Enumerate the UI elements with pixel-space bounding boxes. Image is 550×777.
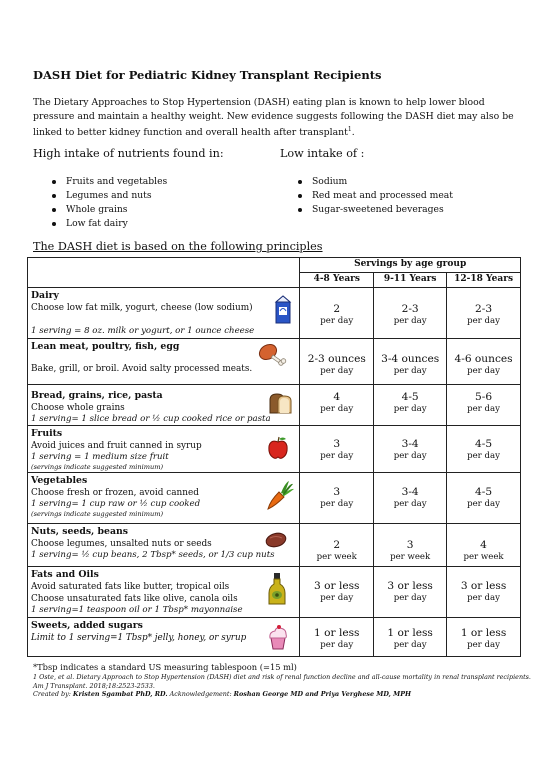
oil-bottle-icon bbox=[267, 572, 287, 609]
food-group-cell bbox=[28, 567, 300, 618]
food-group-desc: Bake, grill, or broil. Avoid salty processed meats. bbox=[31, 364, 253, 374]
age-header: 4-8 Years bbox=[300, 273, 374, 288]
serving-amount: 1 or less bbox=[387, 627, 433, 639]
acknowledgement-label: Acknowledgement: bbox=[169, 690, 232, 699]
food-group-name: Fruits bbox=[31, 428, 63, 439]
serving-amount: 2-3 bbox=[475, 303, 493, 315]
serving-value-cell bbox=[447, 567, 521, 618]
food-group-name: Lean meat, poultry, fish, egg bbox=[31, 341, 180, 352]
serving-value-cell bbox=[374, 426, 447, 473]
serving-note: (servings indicate suggested minimum) bbox=[31, 510, 164, 518]
serving-size: 1 serving=1 teaspoon oil or 1 Tbsp* mayonnaise bbox=[31, 605, 243, 615]
food-group-name: Sweets, added sugars bbox=[31, 620, 143, 631]
milk-carton-icon bbox=[273, 294, 293, 327]
serving-unit: per day bbox=[393, 316, 427, 326]
tbsp-footnote: *Tbsp indicates a standard US measuring tablespoon (=15 ml) bbox=[33, 662, 297, 672]
servings-group-header: Servings by age group bbox=[300, 258, 521, 273]
serving-amount: 4 bbox=[333, 391, 341, 403]
food-group-cell bbox=[28, 339, 300, 385]
serving-amount: 3 or less bbox=[460, 580, 507, 592]
serving-value-cell bbox=[300, 385, 374, 426]
serving-unit: per day bbox=[320, 451, 354, 461]
serving-value-cell bbox=[447, 426, 521, 473]
table-row bbox=[28, 524, 521, 567]
footnotes bbox=[33, 662, 533, 699]
serving-amount: 3 or less bbox=[387, 580, 433, 592]
serving-unit: per day bbox=[320, 316, 354, 326]
servings-table bbox=[27, 257, 521, 657]
age-header: 9-11 Years bbox=[374, 273, 447, 288]
serving-unit: per day bbox=[467, 640, 500, 650]
food-group-cell bbox=[28, 473, 300, 524]
bean-icon bbox=[265, 532, 287, 551]
serving-amount: 4-6 ounces bbox=[454, 353, 513, 365]
serving-unit: per day bbox=[320, 499, 354, 509]
serving-unit: per day bbox=[320, 593, 354, 603]
food-group-cell bbox=[28, 524, 300, 567]
serving-value-cell bbox=[374, 339, 447, 385]
serving-unit: per day bbox=[467, 404, 500, 414]
food-group-desc: Choose legumes, unsalted nuts or seeds bbox=[31, 539, 212, 549]
food-group-name: Nuts, seeds, beans bbox=[31, 526, 128, 537]
food-group-cell bbox=[28, 385, 300, 426]
table-row bbox=[28, 288, 521, 339]
food-group-desc: Avoid juices and fruit canned in syrup bbox=[31, 441, 202, 451]
serving-unit: per day bbox=[393, 593, 427, 603]
food-group-desc: Choose whole grains bbox=[31, 403, 125, 413]
intro-paragraph: The Dietary Approaches to Stop Hypertension (DASH) eating plan is known to help lower blood pressure and maintain a healthy weight. New evidence suggests following the DASH diet may also be linked to better kidney function and overall health after transplant$^1$. bbox=[33, 97, 514, 139]
serving-amount: 1 or less bbox=[460, 627, 507, 639]
serving-amount: 3 bbox=[406, 539, 414, 551]
serving-unit: per day bbox=[467, 316, 500, 326]
serving-amount: 5-6 bbox=[475, 391, 493, 403]
serving-unit: per day bbox=[393, 640, 427, 650]
serving-amount: 1 or less bbox=[314, 627, 360, 639]
serving-unit: per day bbox=[467, 366, 500, 376]
serving-unit: per day bbox=[393, 499, 427, 509]
serving-value-cell bbox=[300, 339, 374, 385]
serving-amount: 3 or less bbox=[314, 580, 360, 592]
table-row bbox=[28, 618, 521, 657]
intro-text: The Dietary Approaches to Stop Hypertension (DASH) eating plan is known to help lower blood pressure and maintain a healthy weight. New evidence suggests following the DASH diet may also be linked to better kidney function and overall health after transplant bbox=[33, 97, 514, 139]
serving-value-cell bbox=[300, 288, 374, 339]
serving-amount: 2 bbox=[333, 303, 341, 315]
list-item: Red meat and processed meat bbox=[296, 189, 453, 203]
list-item: Whole grains bbox=[50, 203, 167, 217]
serving-unit: per week bbox=[390, 552, 431, 562]
serving-value-cell bbox=[374, 288, 447, 339]
serving-value-cell bbox=[300, 426, 374, 473]
serving-amount: 3-4 bbox=[401, 486, 419, 498]
low-intake-list bbox=[296, 175, 453, 217]
high-intake-list bbox=[50, 175, 167, 231]
food-group-desc: Choose unsaturated fats like olive, canola oils bbox=[31, 594, 238, 604]
food-group-name: Dairy bbox=[31, 290, 59, 301]
list-item: Fruits and vegetables bbox=[50, 175, 167, 189]
serving-unit: per day bbox=[320, 404, 354, 414]
serving-value-cell bbox=[447, 385, 521, 426]
serving-value-cell bbox=[374, 385, 447, 426]
serving-amount: 3-4 ounces bbox=[381, 353, 440, 365]
serving-value-cell bbox=[447, 339, 521, 385]
serving-amount: 2-3 ounces bbox=[307, 353, 366, 365]
created-by: Kristen Sgambat PhD, RD. bbox=[72, 690, 168, 699]
serving-value-cell bbox=[300, 473, 374, 524]
cupcake-icon bbox=[267, 624, 289, 653]
serving-amount: 3 bbox=[333, 438, 341, 450]
food-group-cell bbox=[28, 426, 300, 473]
serving-amount: 2-3 bbox=[401, 303, 419, 315]
serving-size: Limit to 1 serving=1 Tbsp* jelly, honey, or syrup bbox=[31, 633, 247, 643]
serving-value-cell bbox=[447, 473, 521, 524]
serving-size: 1 serving= 1 cup raw or ½ cup cooked bbox=[31, 499, 201, 509]
serving-value-cell bbox=[300, 567, 374, 618]
serving-value-cell bbox=[447, 524, 521, 567]
acknowledgement: Roshan George MD and Priya Verghese MD, MPH bbox=[233, 690, 412, 699]
intro-reference: 1 bbox=[347, 126, 352, 133]
food-group-name: Bread, grains, rice, pasta bbox=[31, 390, 163, 401]
food-group-desc: Choose low fat milk, yogurt, cheese (low sodium) bbox=[31, 303, 253, 313]
serving-value-cell bbox=[374, 473, 447, 524]
serving-amount: 4-5 bbox=[475, 486, 493, 498]
serving-unit: per day bbox=[467, 593, 500, 603]
serving-value-cell bbox=[447, 288, 521, 339]
list-item: Sugar-sweetened beverages bbox=[296, 203, 453, 217]
serving-value-cell bbox=[447, 618, 521, 657]
drumstick-icon bbox=[257, 341, 287, 370]
food-group-name: Vegetables bbox=[31, 475, 88, 486]
apple-icon bbox=[267, 436, 289, 463]
serving-amount: 3 bbox=[333, 486, 341, 498]
list-item: Low fat dairy bbox=[50, 217, 167, 231]
food-group-desc: Avoid saturated fats like butter, tropical oils bbox=[31, 582, 230, 592]
serving-unit: per week bbox=[316, 552, 357, 562]
serving-unit: per day bbox=[393, 451, 427, 461]
table-row bbox=[28, 473, 521, 524]
serving-unit: per day bbox=[393, 366, 427, 376]
table-row bbox=[28, 567, 521, 618]
principles-heading: The DASH diet is based on the following principles bbox=[33, 240, 323, 253]
serving-amount: 2 bbox=[333, 539, 341, 551]
serving-size: 1 serving = 1 medium size fruit bbox=[31, 452, 169, 462]
food-group-name: Fats and Oils bbox=[31, 569, 99, 580]
page-title: DASH Diet for Pediatric Kidney Transplant Recipients bbox=[33, 68, 382, 82]
serving-value-cell bbox=[374, 524, 447, 567]
serving-unit: per day bbox=[467, 451, 500, 461]
table-corner-cell bbox=[28, 258, 300, 288]
serving-unit: per day bbox=[467, 499, 500, 509]
food-group-cell bbox=[28, 618, 300, 657]
bread-icon bbox=[267, 391, 295, 418]
serving-amount: 4 bbox=[480, 539, 487, 551]
reference-footnote: 1 Oste, et al. Dietary Approach to Stop Hypertension (DASH) diet and risk of renal function decline and all-cause mortality in renal transplant recipients. Am J Transplant. 2018;18:2523-2533. bbox=[33, 673, 531, 690]
serving-unit: per day bbox=[393, 404, 427, 414]
serving-unit: per week bbox=[463, 552, 504, 562]
serving-value-cell bbox=[374, 618, 447, 657]
serving-size: 1 serving = 8 oz. milk or yogurt, or 1 ounce cheese bbox=[31, 326, 255, 336]
carrot-icon bbox=[265, 479, 295, 514]
low-intake-heading: Low intake of : bbox=[280, 147, 365, 160]
serving-amount: 4-5 bbox=[475, 438, 493, 450]
credits bbox=[33, 690, 533, 699]
serving-amount: 3-4 bbox=[401, 438, 419, 450]
serving-size: 1 serving= 1 slice bread or ½ cup cooked rice or pasta bbox=[31, 414, 271, 424]
serving-value-cell bbox=[300, 618, 374, 657]
food-group-cell bbox=[28, 288, 300, 339]
serving-unit: per day bbox=[320, 640, 354, 650]
table-row bbox=[28, 339, 521, 385]
age-header: 12-18 Years bbox=[447, 273, 521, 288]
serving-size: 1 serving= ½ cup beans, 2 Tbsp* seeds, or 1/3 cup nuts bbox=[31, 550, 275, 560]
serving-value-cell bbox=[374, 567, 447, 618]
list-item: Sodium bbox=[296, 175, 453, 189]
table-row bbox=[28, 426, 521, 473]
list-item: Legumes and nuts bbox=[50, 189, 167, 203]
food-group-desc: Choose fresh or frozen, avoid canned bbox=[31, 488, 199, 498]
serving-note: (servings indicate suggested minimum) bbox=[31, 463, 164, 471]
table-row bbox=[28, 385, 521, 426]
created-by-label: Created by: bbox=[33, 690, 71, 699]
serving-amount: 4-5 bbox=[401, 391, 419, 403]
high-intake-heading: High intake of nutrients found in: bbox=[33, 147, 224, 160]
serving-unit: per day bbox=[320, 366, 354, 376]
serving-value-cell bbox=[300, 524, 374, 567]
